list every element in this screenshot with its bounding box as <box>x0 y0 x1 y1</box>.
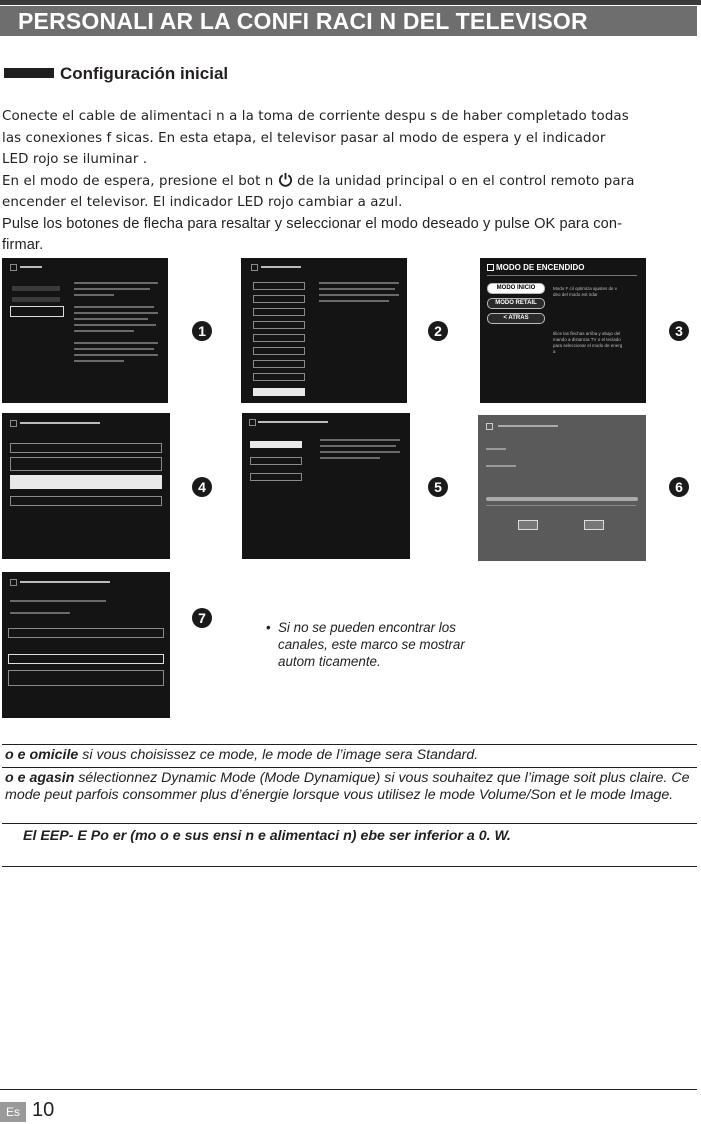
step-number: 3 <box>669 321 689 341</box>
body-line: Conecte el cable de alimentaci n a la toma de corriente despu s de haber completado todas <box>2 109 629 124</box>
screen-title-line <box>258 421 328 423</box>
screen-option <box>253 308 305 316</box>
screen-text <box>74 348 154 350</box>
note-text: Si no se pueden encontrar los canales, este marco se mostrar autom ticamente. <box>278 620 465 669</box>
page-title: PERSONALI AR LA CONFI RACI N DEL TELEVISOR <box>18 8 588 34</box>
screen-text <box>320 451 400 453</box>
step-number: 1 <box>192 321 212 341</box>
screen-option <box>10 457 162 471</box>
page-number: 10 <box>32 1099 55 1121</box>
screen-text <box>74 324 156 326</box>
screen-button <box>518 520 538 530</box>
body-line: Pulse los botones de flecha para resaltar y seleccionar el modo deseado y pulse OK para con- <box>2 215 623 232</box>
power-mode-title: MODO DE ENCENDIDO <box>496 263 585 272</box>
progress-track <box>486 497 638 501</box>
screen-checkbox <box>10 264 17 271</box>
back-button: < ATRAS <box>487 313 545 324</box>
screen-option <box>253 373 305 381</box>
screen-option-selected <box>10 475 162 489</box>
screen-text <box>74 282 158 284</box>
screen-text <box>74 342 158 344</box>
language-badge: Es <box>0 1102 26 1122</box>
screen-checkbox <box>10 420 17 427</box>
store-mode-note <box>5 770 700 804</box>
screen-title-line <box>20 581 110 583</box>
retail-mode-button: MODO RETAIL <box>487 298 545 309</box>
screen-text <box>74 306 154 308</box>
step-number: 2 <box>428 321 448 341</box>
screen-text <box>320 457 380 459</box>
screen-text <box>74 354 158 356</box>
note-bullet: • <box>266 620 271 635</box>
body-line: firmar. <box>2 237 44 253</box>
screen-option <box>10 496 162 506</box>
body-line: encender el televisor. El indicador LED rojo cambiar a azul. <box>2 195 403 210</box>
screenshot-channel-scan <box>242 413 410 559</box>
power-note: El EEP- E Po er (mo o e sus ensi n e alimentaci n) ebe ser inferior a 0. W. <box>23 828 511 844</box>
screen-title-line <box>498 425 558 427</box>
step-number: 6 <box>669 477 689 497</box>
home-mode-button: MODO INICIO <box>487 283 545 294</box>
screen-title-line <box>20 422 100 424</box>
divider <box>2 744 697 745</box>
screen-option <box>8 628 164 638</box>
screen-option-selected <box>8 654 164 664</box>
screen-checkbox <box>10 579 17 586</box>
screen-text <box>10 600 106 602</box>
screen-text <box>74 318 148 320</box>
screen-option <box>12 297 60 302</box>
home-mode-text: si vous choisissez ce mode, le mode de l’image sera Standard. <box>82 747 479 763</box>
screen-divider <box>487 275 637 276</box>
screen-text <box>74 360 124 362</box>
screen-option <box>8 670 164 686</box>
screen-title-line <box>261 266 301 268</box>
screen-title-line <box>20 266 42 268</box>
mode-description: Modo F cil optimiza ajustes de v deo del modo est ndar <box>553 286 618 297</box>
body-line-b: de la unidad principal o en el control remoto para <box>297 173 635 189</box>
screen-text <box>319 288 395 290</box>
screen-text <box>74 312 158 314</box>
screen-text <box>486 448 506 450</box>
divider <box>2 823 697 824</box>
screen-option <box>253 360 305 368</box>
screen-option <box>253 321 305 329</box>
screenshot-no-channels <box>2 572 170 718</box>
screenshot-country <box>241 258 407 403</box>
body-line: LED rojo se iluminar . <box>2 152 148 167</box>
screen-text <box>486 465 516 467</box>
screen-option <box>253 334 305 342</box>
screen-option <box>250 473 302 481</box>
screen-text <box>320 445 396 447</box>
divider <box>2 767 697 768</box>
section-title: Configuración inicial <box>60 64 229 83</box>
screen-option <box>253 347 305 355</box>
screenshot-language <box>2 258 168 403</box>
body-line-a: En el modo de espera, presione el bot n <box>2 173 274 189</box>
screen-option-selected <box>253 388 305 396</box>
screen-button <box>584 520 604 530</box>
screen-checkbox <box>249 419 256 426</box>
body-line: las conexiones f sicas. En esta etapa, el televisor pasar al modo de espera y el indicador <box>2 130 606 146</box>
screen-text <box>319 282 399 284</box>
screen-option-selected <box>250 441 302 448</box>
section-header-bar <box>0 6 697 36</box>
screen-text <box>486 505 636 506</box>
home-mode-note <box>5 747 700 764</box>
body-line <box>2 171 697 193</box>
screen-text <box>319 300 389 302</box>
screen-option <box>253 295 305 303</box>
power-icon <box>278 172 293 187</box>
screenshot-scan-progress <box>478 415 646 561</box>
step-number: 5 <box>428 477 448 497</box>
screen-text <box>320 439 400 441</box>
section-marker <box>4 68 54 78</box>
screen-text <box>74 294 114 296</box>
scan-note <box>266 619 476 670</box>
screen-option-selected <box>10 306 64 317</box>
screen-option <box>10 443 162 453</box>
step-number: 4 <box>192 477 212 497</box>
screen-option <box>250 457 302 465</box>
store-mode-text: sélectionnez Dynamic Mode (Mode Dynamique) si vous souhaitez que l’image soit plus claire. Ce mode peut parfois consommer plus d’énergie lorsque vous utilisez le mode Volume/Son et le mode Image. <box>5 770 690 803</box>
screen-checkbox <box>487 264 494 271</box>
screen-text <box>74 288 150 290</box>
top-rule <box>0 0 701 5</box>
screen-text <box>10 612 70 614</box>
screen-checkbox <box>486 423 493 430</box>
screen-checkbox <box>251 264 258 271</box>
screen-option <box>253 282 305 290</box>
store-mode-label: o e agasin <box>5 770 79 786</box>
step-number: 7 <box>192 608 212 628</box>
body-text <box>2 106 697 257</box>
screen-option <box>12 286 60 291</box>
screen-text <box>74 330 134 332</box>
navigation-hint: tilice las flechas arriba y abajo del mando a distancia TV o el teclado para seleccionar el modo de energ a <box>553 331 623 354</box>
footer-rule <box>0 1089 697 1090</box>
screenshot-connections <box>2 413 170 559</box>
screen-text <box>319 294 399 296</box>
screenshot-power-mode <box>480 258 646 403</box>
divider <box>2 866 697 867</box>
home-mode-label: o e omicile <box>5 747 83 763</box>
